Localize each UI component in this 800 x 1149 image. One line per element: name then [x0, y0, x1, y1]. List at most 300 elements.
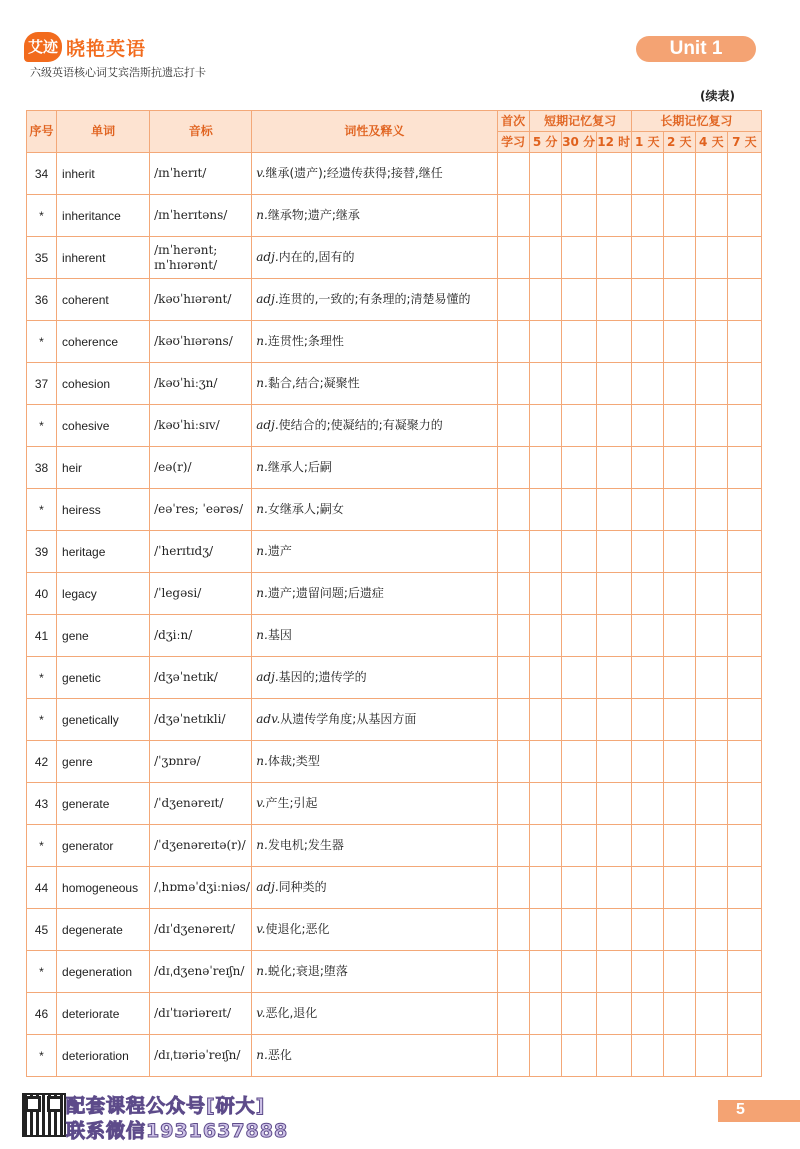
- review-checkbox-cell[interactable]: [561, 825, 596, 867]
- word-cell: cohesive: [57, 405, 150, 447]
- review-checkbox-cell[interactable]: [497, 321, 529, 363]
- review-checkbox-cell[interactable]: [631, 489, 663, 531]
- meaning-text: 发电机;发生器: [267, 837, 344, 852]
- meaning-text: 恶化,退化: [265, 1005, 318, 1020]
- review-checkbox-cell[interactable]: [695, 195, 727, 237]
- review-checkbox-cell[interactable]: [695, 573, 727, 615]
- word-cell: heritage: [57, 531, 150, 573]
- review-checkbox-cell[interactable]: [497, 531, 529, 573]
- page-number-bar: [718, 1100, 800, 1122]
- review-checkbox-cell[interactable]: [497, 489, 529, 531]
- review-checkbox-cell[interactable]: [529, 993, 561, 1035]
- meaning-text: 从遗传学角度;从基因方面: [280, 711, 417, 726]
- row-number: 34: [27, 153, 57, 195]
- review-checkbox-cell[interactable]: [596, 1035, 631, 1077]
- review-checkbox-cell[interactable]: [497, 447, 529, 489]
- phonetic-cell: /kəʊˈhɪərəns/: [150, 321, 252, 363]
- review-checkbox-cell[interactable]: [727, 951, 761, 993]
- review-checkbox-cell[interactable]: [663, 993, 695, 1035]
- review-checkbox-cell[interactable]: [663, 657, 695, 699]
- review-checkbox-cell[interactable]: [663, 1035, 695, 1077]
- review-checkbox-cell[interactable]: [497, 279, 529, 321]
- review-checkbox-cell[interactable]: [695, 657, 727, 699]
- review-checkbox-cell[interactable]: [727, 1035, 761, 1077]
- review-checkbox-cell[interactable]: [561, 321, 596, 363]
- review-checkbox-cell[interactable]: [695, 951, 727, 993]
- part-of-speech: n.: [256, 837, 268, 852]
- review-checkbox-cell[interactable]: [596, 279, 631, 321]
- review-checkbox-cell[interactable]: [727, 321, 761, 363]
- meaning-text: 恶化: [267, 1047, 292, 1062]
- part-of-speech: adj.: [256, 249, 279, 264]
- meaning-text: 继承人;后嗣: [267, 459, 332, 474]
- brand-name: 晓艳英语: [66, 38, 147, 60]
- review-checkbox-cell[interactable]: [663, 573, 695, 615]
- review-checkbox-cell[interactable]: [631, 867, 663, 909]
- review-checkbox-cell[interactable]: [727, 237, 761, 279]
- header-meaning: 词性及释义: [252, 111, 497, 153]
- review-checkbox-cell[interactable]: [529, 741, 561, 783]
- meaning-text: 女继承人;嗣女: [267, 501, 344, 516]
- review-checkbox-cell[interactable]: [631, 951, 663, 993]
- review-checkbox-cell[interactable]: [695, 405, 727, 447]
- definition-cell: [252, 657, 497, 699]
- review-checkbox-cell[interactable]: [727, 783, 761, 825]
- review-checkbox-cell[interactable]: [631, 699, 663, 741]
- review-checkbox-cell[interactable]: [561, 489, 596, 531]
- review-checkbox-cell[interactable]: [727, 699, 761, 741]
- review-checkbox-cell[interactable]: [529, 321, 561, 363]
- review-checkbox-cell[interactable]: [631, 363, 663, 405]
- phonetic-cell: /ɪnˈherənt; ɪnˈhɪərənt/: [150, 237, 252, 279]
- review-checkbox-cell[interactable]: [497, 195, 529, 237]
- definition-cell: [252, 993, 497, 1035]
- review-checkbox-cell[interactable]: [497, 153, 529, 195]
- phonetic-cell: /dɪˌdʒenəˈreɪʃn/: [150, 951, 252, 993]
- unit-badge: Unit 1: [636, 36, 756, 62]
- review-checkbox-cell[interactable]: [497, 405, 529, 447]
- review-checkbox-cell[interactable]: [727, 825, 761, 867]
- review-checkbox-cell[interactable]: [663, 405, 695, 447]
- review-checkbox-cell[interactable]: [596, 405, 631, 447]
- review-checkbox-cell[interactable]: [663, 699, 695, 741]
- review-checkbox-cell[interactable]: [529, 153, 561, 195]
- review-checkbox-cell[interactable]: [631, 657, 663, 699]
- header-long-term: 长期记忆复习: [631, 111, 761, 132]
- word-cell: homogeneous: [57, 867, 150, 909]
- header-short-term: 短期记忆复习: [529, 111, 631, 132]
- review-checkbox-cell[interactable]: [631, 993, 663, 1035]
- review-checkbox-cell[interactable]: [561, 153, 596, 195]
- header-7day: 7 天: [727, 132, 761, 153]
- review-checkbox-cell[interactable]: [497, 573, 529, 615]
- table-row: [27, 363, 762, 405]
- phonetic-cell: /ˌhɒməˈdʒiːniəs/: [150, 867, 252, 909]
- table-row: [27, 951, 762, 993]
- review-checkbox-cell[interactable]: [596, 825, 631, 867]
- review-checkbox-cell[interactable]: [631, 279, 663, 321]
- page-header: [0, 0, 800, 110]
- review-checkbox-cell[interactable]: [529, 447, 561, 489]
- review-checkbox-cell[interactable]: [497, 825, 529, 867]
- review-checkbox-cell[interactable]: [497, 783, 529, 825]
- row-number: 41: [27, 615, 57, 657]
- row-number: 44: [27, 867, 57, 909]
- review-checkbox-cell[interactable]: [631, 825, 663, 867]
- meaning-text: 内在的,固有的: [278, 249, 355, 264]
- review-checkbox-cell[interactable]: [695, 363, 727, 405]
- table-row: [27, 825, 762, 867]
- review-checkbox-cell[interactable]: [663, 951, 695, 993]
- phonetic-cell: /ɪnˈherɪtəns/: [150, 195, 252, 237]
- row-number: *: [27, 195, 57, 237]
- meaning-text: 使结合的;使凝结的;有凝聚力的: [278, 417, 443, 432]
- part-of-speech: n.: [256, 627, 268, 642]
- header-12h: 12 时: [596, 132, 631, 153]
- meaning-text: 基因的;遗传学的: [278, 669, 367, 684]
- review-checkbox-cell[interactable]: [727, 405, 761, 447]
- review-checkbox-cell[interactable]: [529, 699, 561, 741]
- definition-cell: [252, 279, 497, 321]
- review-checkbox-cell[interactable]: [596, 237, 631, 279]
- review-checkbox-cell[interactable]: [596, 993, 631, 1035]
- definition-cell: [252, 825, 497, 867]
- word-cell: generate: [57, 783, 150, 825]
- word-cell: heir: [57, 447, 150, 489]
- review-checkbox-cell[interactable]: [727, 447, 761, 489]
- review-checkbox-cell[interactable]: [727, 741, 761, 783]
- review-checkbox-cell[interactable]: [529, 657, 561, 699]
- review-checkbox-cell[interactable]: [727, 993, 761, 1035]
- meaning-text: 黏合,结合;凝聚性: [267, 375, 360, 390]
- definition-cell: [252, 951, 497, 993]
- review-checkbox-cell[interactable]: [727, 153, 761, 195]
- row-number: *: [27, 321, 57, 363]
- review-checkbox-cell[interactable]: [631, 153, 663, 195]
- review-checkbox-cell[interactable]: [695, 1035, 727, 1077]
- review-checkbox-cell[interactable]: [497, 1035, 529, 1077]
- review-checkbox-cell[interactable]: [663, 279, 695, 321]
- review-checkbox-cell[interactable]: [727, 867, 761, 909]
- table-row: [27, 195, 762, 237]
- review-checkbox-cell[interactable]: [631, 741, 663, 783]
- review-checkbox-cell[interactable]: [727, 909, 761, 951]
- review-checkbox-cell[interactable]: [631, 531, 663, 573]
- word-cell: cohesion: [57, 363, 150, 405]
- review-checkbox-cell[interactable]: [663, 783, 695, 825]
- review-checkbox-cell[interactable]: [695, 909, 727, 951]
- review-checkbox-cell[interactable]: [596, 783, 631, 825]
- review-checkbox-cell[interactable]: [663, 237, 695, 279]
- part-of-speech: n.: [256, 753, 268, 768]
- review-checkbox-cell[interactable]: [529, 951, 561, 993]
- review-checkbox-cell[interactable]: [561, 1035, 596, 1077]
- word-cell: legacy: [57, 573, 150, 615]
- review-checkbox-cell[interactable]: [497, 237, 529, 279]
- word-cell: deteriorate: [57, 993, 150, 1035]
- word-cell: genetically: [57, 699, 150, 741]
- definition-cell: [252, 741, 497, 783]
- review-checkbox-cell[interactable]: [663, 741, 695, 783]
- review-checkbox-cell[interactable]: [695, 531, 727, 573]
- review-checkbox-cell[interactable]: [695, 237, 727, 279]
- part-of-speech: n.: [256, 375, 268, 390]
- review-checkbox-cell[interactable]: [529, 195, 561, 237]
- review-checkbox-cell[interactable]: [561, 951, 596, 993]
- definition-cell: [252, 783, 497, 825]
- definition-cell: [252, 237, 497, 279]
- table-row: [27, 699, 762, 741]
- review-checkbox-cell[interactable]: [529, 909, 561, 951]
- part-of-speech: v.: [256, 165, 266, 180]
- meaning-text: 连贯性;条理性: [267, 333, 344, 348]
- review-checkbox-cell[interactable]: [497, 657, 529, 699]
- review-checkbox-cell[interactable]: [596, 951, 631, 993]
- review-checkbox-cell[interactable]: [695, 867, 727, 909]
- review-checkbox-cell[interactable]: [529, 1035, 561, 1077]
- phonetic-cell: /kəʊˈhiːʒn/: [150, 363, 252, 405]
- header-2day: 2 天: [663, 132, 695, 153]
- review-checkbox-cell[interactable]: [727, 531, 761, 573]
- vocabulary-table: [26, 110, 762, 1077]
- review-checkbox-cell[interactable]: [631, 573, 663, 615]
- phonetic-cell: /ɪnˈherɪt/: [150, 153, 252, 195]
- table-row: [27, 615, 762, 657]
- meaning-text: 使退化;恶化: [265, 921, 330, 936]
- review-checkbox-cell[interactable]: [497, 867, 529, 909]
- table-row: [27, 573, 762, 615]
- meaning-text: 基因: [267, 627, 292, 642]
- header-1day: 1 天: [631, 132, 663, 153]
- review-checkbox-cell[interactable]: [561, 867, 596, 909]
- review-checkbox-cell[interactable]: [561, 657, 596, 699]
- review-checkbox-cell[interactable]: [596, 153, 631, 195]
- review-checkbox-cell[interactable]: [695, 741, 727, 783]
- review-checkbox-cell[interactable]: [631, 615, 663, 657]
- review-checkbox-cell[interactable]: [561, 993, 596, 1035]
- review-checkbox-cell[interactable]: [695, 825, 727, 867]
- part-of-speech: v.: [256, 795, 266, 810]
- review-checkbox-cell[interactable]: [561, 279, 596, 321]
- review-checkbox-cell[interactable]: [596, 909, 631, 951]
- review-checkbox-cell[interactable]: [727, 489, 761, 531]
- review-checkbox-cell[interactable]: [663, 195, 695, 237]
- review-checkbox-cell[interactable]: [596, 195, 631, 237]
- word-cell: gene: [57, 615, 150, 657]
- review-checkbox-cell[interactable]: [596, 447, 631, 489]
- review-checkbox-cell[interactable]: [695, 153, 727, 195]
- review-checkbox-cell[interactable]: [663, 447, 695, 489]
- review-checkbox-cell[interactable]: [529, 615, 561, 657]
- review-checkbox-cell[interactable]: [561, 363, 596, 405]
- review-checkbox-cell[interactable]: [631, 237, 663, 279]
- review-checkbox-cell[interactable]: [561, 699, 596, 741]
- phonetic-cell: /ˈdʒenəreɪt/: [150, 783, 252, 825]
- row-number: *: [27, 699, 57, 741]
- table-row: [27, 1035, 762, 1077]
- table-row: [27, 447, 762, 489]
- definition-cell: [252, 363, 497, 405]
- review-checkbox-cell[interactable]: [561, 237, 596, 279]
- review-checkbox-cell[interactable]: [695, 993, 727, 1035]
- word-cell: inherent: [57, 237, 150, 279]
- phonetic-cell: /dʒəˈnetɪkli/: [150, 699, 252, 741]
- meaning-text: 继承(遗产);经遗传获得;接替,继任: [265, 165, 443, 180]
- review-checkbox-cell[interactable]: [497, 951, 529, 993]
- review-checkbox-cell[interactable]: [631, 321, 663, 363]
- review-checkbox-cell[interactable]: [529, 489, 561, 531]
- review-checkbox-cell[interactable]: [663, 153, 695, 195]
- header-5min: 5 分: [529, 132, 561, 153]
- review-checkbox-cell[interactable]: [561, 573, 596, 615]
- review-checkbox-cell[interactable]: [727, 573, 761, 615]
- review-checkbox-cell[interactable]: [529, 825, 561, 867]
- row-number: *: [27, 489, 57, 531]
- review-checkbox-cell[interactable]: [663, 615, 695, 657]
- word-cell: inherit: [57, 153, 150, 195]
- review-checkbox-cell[interactable]: [561, 195, 596, 237]
- review-checkbox-cell[interactable]: [631, 405, 663, 447]
- review-checkbox-cell[interactable]: [596, 573, 631, 615]
- review-checkbox-cell[interactable]: [529, 237, 561, 279]
- phonetic-cell: /eə(r)/: [150, 447, 252, 489]
- review-checkbox-cell[interactable]: [727, 195, 761, 237]
- review-checkbox-cell[interactable]: [596, 741, 631, 783]
- review-checkbox-cell[interactable]: [497, 993, 529, 1035]
- row-number: *: [27, 1035, 57, 1077]
- review-checkbox-cell[interactable]: [497, 615, 529, 657]
- review-checkbox-cell[interactable]: [727, 615, 761, 657]
- review-checkbox-cell[interactable]: [497, 699, 529, 741]
- review-checkbox-cell[interactable]: [663, 321, 695, 363]
- part-of-speech: adv.: [256, 711, 281, 726]
- review-checkbox-cell[interactable]: [497, 909, 529, 951]
- review-checkbox-cell[interactable]: [596, 615, 631, 657]
- row-number: 35: [27, 237, 57, 279]
- review-checkbox-cell[interactable]: [497, 741, 529, 783]
- review-checkbox-cell[interactable]: [529, 573, 561, 615]
- review-checkbox-cell[interactable]: [695, 279, 727, 321]
- review-checkbox-cell[interactable]: [663, 867, 695, 909]
- book-subtitle: 六级英语核心词艾宾浩斯抗遗忘打卡: [30, 66, 206, 79]
- review-checkbox-cell[interactable]: [596, 363, 631, 405]
- review-checkbox-cell[interactable]: [561, 531, 596, 573]
- review-checkbox-cell[interactable]: [663, 531, 695, 573]
- phonetic-cell: /dʒiːn/: [150, 615, 252, 657]
- row-number: *: [27, 951, 57, 993]
- review-checkbox-cell[interactable]: [727, 363, 761, 405]
- review-checkbox-cell[interactable]: [695, 489, 727, 531]
- phonetic-cell: /dɪˈdʒenəreɪt/: [150, 909, 252, 951]
- definition-cell: [252, 867, 497, 909]
- row-number: 43: [27, 783, 57, 825]
- review-checkbox-cell[interactable]: [561, 405, 596, 447]
- review-checkbox-cell[interactable]: [529, 279, 561, 321]
- review-checkbox-cell[interactable]: [663, 825, 695, 867]
- word-cell: generator: [57, 825, 150, 867]
- meaning-text: 连贯的,一致的;有条理的;清楚易懂的: [278, 291, 471, 306]
- header-30min: 30 分: [561, 132, 596, 153]
- review-checkbox-cell[interactable]: [561, 447, 596, 489]
- meaning-text: 产生;引起: [265, 795, 318, 810]
- review-checkbox-cell[interactable]: [631, 783, 663, 825]
- part-of-speech: n.: [256, 207, 268, 222]
- page-number: 5: [736, 1101, 745, 1118]
- review-checkbox-cell[interactable]: [529, 405, 561, 447]
- review-checkbox-cell[interactable]: [695, 699, 727, 741]
- review-checkbox-cell[interactable]: [596, 657, 631, 699]
- definition-cell: [252, 531, 497, 573]
- table-row: [27, 741, 762, 783]
- row-number: *: [27, 657, 57, 699]
- review-checkbox-cell[interactable]: [561, 783, 596, 825]
- review-checkbox-cell[interactable]: [596, 489, 631, 531]
- review-checkbox-cell[interactable]: [596, 867, 631, 909]
- review-checkbox-cell[interactable]: [695, 447, 727, 489]
- meaning-text: 体裁;类型: [267, 753, 320, 768]
- review-checkbox-cell[interactable]: [695, 615, 727, 657]
- qr-code: [22, 1093, 66, 1137]
- logo-icon: 艾迹: [24, 32, 62, 62]
- review-checkbox-cell[interactable]: [596, 699, 631, 741]
- review-checkbox-cell[interactable]: [663, 489, 695, 531]
- review-checkbox-cell[interactable]: [561, 909, 596, 951]
- review-checkbox-cell[interactable]: [631, 909, 663, 951]
- row-number: 45: [27, 909, 57, 951]
- review-checkbox-cell[interactable]: [561, 615, 596, 657]
- review-checkbox-cell[interactable]: [497, 363, 529, 405]
- word-cell: degeneration: [57, 951, 150, 993]
- review-checkbox-cell[interactable]: [596, 531, 631, 573]
- review-checkbox-cell[interactable]: [631, 195, 663, 237]
- review-checkbox-cell[interactable]: [727, 657, 761, 699]
- review-checkbox-cell[interactable]: [663, 363, 695, 405]
- header-first: 首次: [497, 111, 529, 132]
- part-of-speech: adj.: [256, 669, 279, 684]
- word-cell: heiress: [57, 489, 150, 531]
- part-of-speech: adj.: [256, 291, 279, 306]
- review-checkbox-cell[interactable]: [529, 783, 561, 825]
- review-checkbox-cell[interactable]: [695, 321, 727, 363]
- part-of-speech: v.: [256, 921, 266, 936]
- definition-cell: [252, 1035, 497, 1077]
- header-word: 单词: [57, 111, 150, 153]
- definition-cell: [252, 405, 497, 447]
- review-checkbox-cell[interactable]: [596, 321, 631, 363]
- meaning-text: 遗产: [267, 543, 292, 558]
- phonetic-cell: /eəˈres; ˈeərəs/: [150, 489, 252, 531]
- definition-cell: [252, 615, 497, 657]
- review-checkbox-cell[interactable]: [663, 909, 695, 951]
- review-checkbox-cell[interactable]: [631, 447, 663, 489]
- review-checkbox-cell[interactable]: [561, 741, 596, 783]
- table-row: [27, 321, 762, 363]
- review-checkbox-cell[interactable]: [727, 279, 761, 321]
- row-number: 39: [27, 531, 57, 573]
- phonetic-cell: /ˈherɪtɪdʒ/: [150, 531, 252, 573]
- phonetic-cell: /dʒəˈnetɪk/: [150, 657, 252, 699]
- review-checkbox-cell[interactable]: [529, 867, 561, 909]
- row-number: *: [27, 825, 57, 867]
- review-checkbox-cell[interactable]: [631, 1035, 663, 1077]
- part-of-speech: adj.: [256, 417, 279, 432]
- phonetic-cell: /ˈdʒenəreɪtə(r)/: [150, 825, 252, 867]
- review-checkbox-cell[interactable]: [529, 531, 561, 573]
- word-cell: coherence: [57, 321, 150, 363]
- part-of-speech: adj.: [256, 879, 279, 894]
- review-checkbox-cell[interactable]: [695, 783, 727, 825]
- review-checkbox-cell[interactable]: [529, 363, 561, 405]
